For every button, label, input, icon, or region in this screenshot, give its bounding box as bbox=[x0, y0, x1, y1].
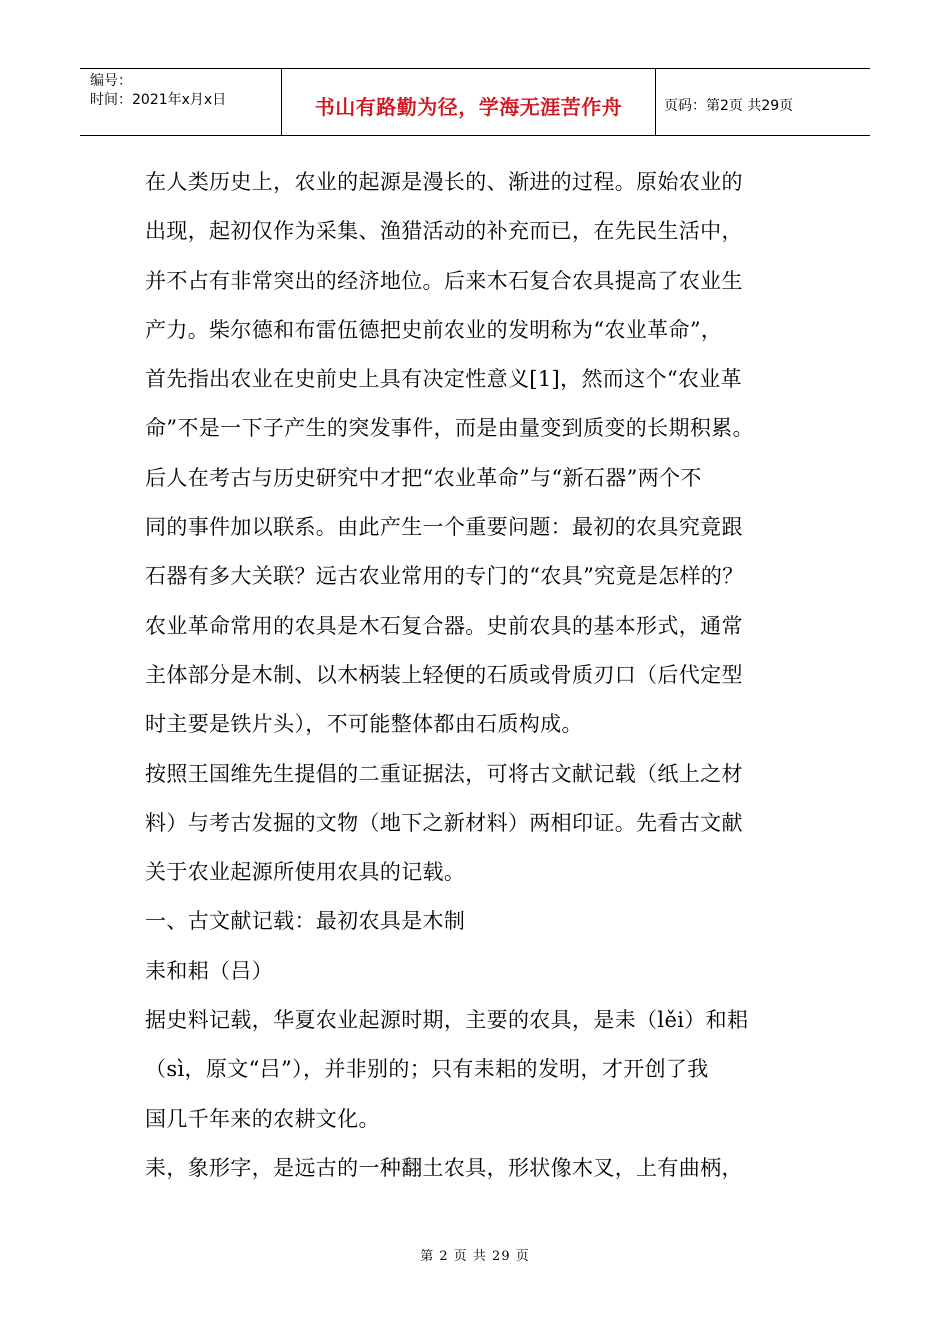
page-header bbox=[80, 68, 870, 136]
body-line: 按照王国维先生提倡的二重证据法，可将古文献记载（纸上之材 bbox=[145, 761, 743, 786]
body-line: 据史料记载，华夏农业起源时期，主要的农具，是耒（lěi）和耜 bbox=[145, 1008, 749, 1033]
header-meta bbox=[80, 69, 282, 135]
serial-label: 编号： bbox=[90, 73, 132, 89]
body-line: 产力。柴尔德和布雷伍德把史前农业的发明称为“农业革命”， bbox=[145, 317, 723, 342]
body-line: 后人在考古与历史研究中才把“农业革命”与“新石器”两个不 bbox=[145, 465, 702, 490]
body-line: 首先指出农业在史前史上具有决定性意义[1]，然而这个“农业革 bbox=[145, 367, 742, 392]
body-line: 在人类历史上，农业的起源是漫长的、渐进的过程。原始农业的 bbox=[145, 170, 743, 194]
page-footer: 第 2 页 共 29 页 bbox=[420, 1249, 530, 1264]
body-line: 同的事件加以联系。由此产生一个重要问题：最初的农具究竟跟 bbox=[145, 515, 743, 540]
subsection-heading: 耒和耜（吕） bbox=[145, 958, 274, 983]
body-line: 时主要是铁片头），不可能整体都由石质构成。 bbox=[145, 712, 583, 737]
body-line: 料）与考古发掘的文物（地下之新材料）两相印证。先看古文献 bbox=[145, 810, 743, 835]
document-body bbox=[145, 158, 805, 1193]
body-line: 石器有多大关联？远古农业常用的专门的“农具”究竟是怎样的？ bbox=[145, 564, 744, 589]
body-line: 耒，象形字，是远古的一种翻土农具，形状像木叉，上有曲柄， bbox=[145, 1155, 743, 1180]
header-page-info: 页码：第2页 共29页 bbox=[664, 98, 794, 114]
body-line: 出现，起初仅作为采集、渔猎活动的补充而已，在先民生活中， bbox=[145, 219, 743, 244]
body-line: 关于农业起源所使用农具的记载。 bbox=[145, 860, 466, 885]
body-line: 并不占有非常突出的经济地位。后来木石复合农具提高了农业生 bbox=[145, 268, 743, 293]
body-line: 农业革命常用的农具是木石复合器。史前农具的基本形式，通常 bbox=[145, 613, 743, 638]
body-line: 命”不是一下子产生的突发事件，而是由量变到质变的长期积累。 bbox=[145, 416, 754, 441]
header-motto: 书山有路勤为径，学海无涯苦作舟 bbox=[282, 69, 656, 135]
body-line: （sì，原文“吕”），并非别的；只有耒耜的发明，才开创了我 bbox=[145, 1057, 709, 1082]
section-heading: 一、古文献记载：最初农具是木制 bbox=[145, 909, 466, 934]
body-line: 主体部分是木制、以木柄装上轻便的石质或骨质刃口（后代定型 bbox=[145, 662, 743, 687]
time-label: 时间：2021年x月x日 bbox=[90, 92, 227, 108]
body-line: 国几千年来的农耕文化。 bbox=[145, 1106, 380, 1131]
